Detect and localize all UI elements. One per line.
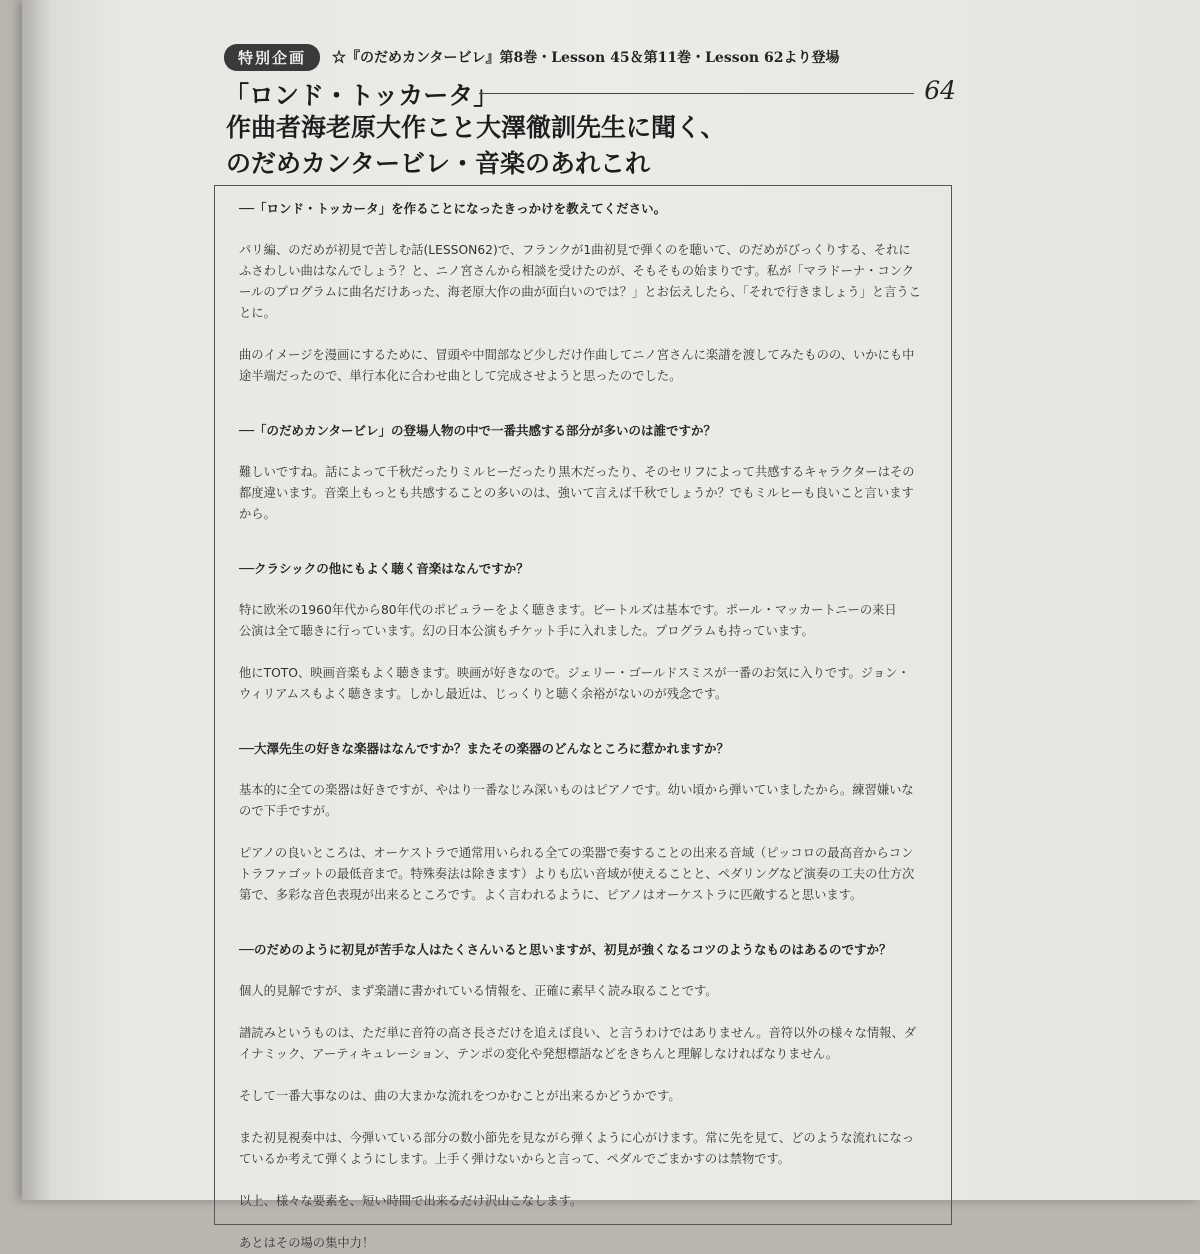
header-row (224, 44, 954, 70)
spine-shadow (22, 0, 52, 1200)
answer-3-line: ウィリアムスもよく聴きます。しかし最近は、じっくりと聴く余裕がないのが残念です。 (239, 687, 728, 701)
answer-2-line: 都度違います。音楽上もっとも共感することの多いのは、強いて言えば千秋でしょうか？でもミルヒーも良いこと言います (239, 486, 914, 500)
answer-1-line: 曲のイメージを漫画にするために、冒頭や中間部など少しだけ作曲してニノ宮さんに楽譜を渡してみたものの、いかにも中 (239, 348, 915, 362)
answer-2-line: から。 (239, 507, 276, 521)
answer-5-line: 個人的見解ですが、まず楽譜に書かれている情報を、正確に素早く読み取ることです。 (239, 984, 718, 998)
answer-4-line: トラファゴットの最低音まで。特殊奏法は除きます）よりも広い音域が使えることと、ペダリングなど演奏の工夫の仕方次 (239, 867, 915, 881)
question-4: ──大澤先生の好きな楽器はなんですか？またその楽器のどんなところに惹かれますか？ (239, 741, 730, 756)
answer-1-line: ふさわしい曲はなんでしょう？と、ニノ宮さんから相談を受けたのが、そもそもの始まりです。私が「マラドーナ・コンク (239, 264, 915, 278)
answer-1-line: とに。 (239, 306, 276, 320)
question-5: ──のだめのように初見が苦手な人はたくさんいると思いますが、初見が強くなるコツのようなものはあるのですか？ (239, 942, 892, 957)
answer-3-line: 特に欧米の1960年代から80年代のポピュラーをよく聴きます。ビートルズは基本です。ポール・マッカートニーの来日 (239, 603, 897, 617)
question-2: ──「のだめカンタービレ」の登場人物の中で一番共感する部分が多いのは誰ですか？ (239, 423, 717, 438)
title-rule (479, 93, 914, 94)
answer-4-line: ので下手ですが。 (239, 804, 338, 818)
special-feature-badge: 特別企画 (224, 44, 320, 71)
question-1: ──「ロンド・トッカータ」を作ることになったきっかけを教えてください。 (239, 201, 667, 216)
answer-1-line: ールのプログラムに曲名だけあった、海老原大作の曲が面白いのでは？」とお伝えしたら、「それで行きましょう」と言うこ (239, 285, 921, 299)
page-number: 64 (924, 76, 956, 105)
answer-4-line: ピアノの良いところは、オーケストラで通常用いられる全ての楽器で奏することの出来る音域（ピッコロの最高音からコン (239, 846, 914, 860)
answer-5-line: イナミック、アーティキュレーション、テンポの変化や発想標語などをきちんと理解しなければなりません。 (239, 1047, 839, 1061)
answer-5-line: 譜読みというものは、ただ単に音符の高さ長さだけを追えば良い、と言うわけではありません。音符以外の様々な情報、ダ (239, 1026, 917, 1040)
answer-5-line: また初見視奏中は、今弾いている部分の数小節先を見ながら弾くように心がけます。常に先を見て、どのような流れになっ (239, 1131, 915, 1145)
answer-1-line: 途半端だったので、単行本化に合わせ曲として完成させようと思ったのでした。 (239, 369, 682, 383)
answer-5-line: あとはその場の集中力！ (239, 1236, 375, 1250)
answer-5-line: ているか考えて弾くようにします。上手く弾けないからと言って、ペダルでごまかすのは禁物です。 (239, 1152, 791, 1166)
page-title: 「ロンド・トッカータ」 (224, 81, 499, 110)
subtitle (226, 110, 966, 182)
subtitle-line-2: のだめカンタービレ・音楽のあれこれ (226, 149, 651, 178)
answer-4-line: 第で、多彩な音色表現が出来るところです。よく言われるように、ピアノはオーケストラに匹敵すると思います。 (239, 888, 863, 902)
answer-3-line: 他にTOTO、映画音楽もよく聴きます。映画が好きなので。ジェリー・ゴールドスミスが一番のお気に入りです。ジョン・ (239, 666, 910, 680)
answer-4-line: 基本的に全ての楽器は好きですが、やはり一番なじみ深いものはピアノです。幼い頃から弾いていましたから。練習嫌いな (239, 783, 914, 797)
answer-5-line: 以上、様々な要素を、短い時間で出来るだけ沢山こなします。 (239, 1194, 583, 1208)
answer-1-line: パリ編、のだめが初見で苦しむ話(LESSON62)で、フランクが1曲初見で弾くのを聴いて、のだめがびっくりする、それに (239, 243, 911, 257)
question-3: ──クラシックの他にもよく聴く音楽はなんですか？ (239, 561, 529, 576)
answer-2-line: 難しいですね。話によって千秋だったりミルヒーだったり黒木だったり、そのセリフによって共感するキャラクターはその (239, 465, 915, 479)
source-note: ☆『のだめカンタービレ』第8巻・Lesson 45＆第11巻・Lesson 62より登場 (332, 50, 840, 66)
interview-content (239, 198, 959, 1254)
answer-3-line: 公演は全て聴きに行っています。幻の日本公演もチケット手に入れました。プログラムも持っています。 (239, 624, 814, 638)
subtitle-line-1: 作曲者海老原大作こと大澤徹訓先生に聞く、 (226, 113, 726, 142)
answer-5-line: そして一番大事なのは、曲の大まかな流れをつかむことが出来るかどうかです。 (239, 1089, 681, 1103)
